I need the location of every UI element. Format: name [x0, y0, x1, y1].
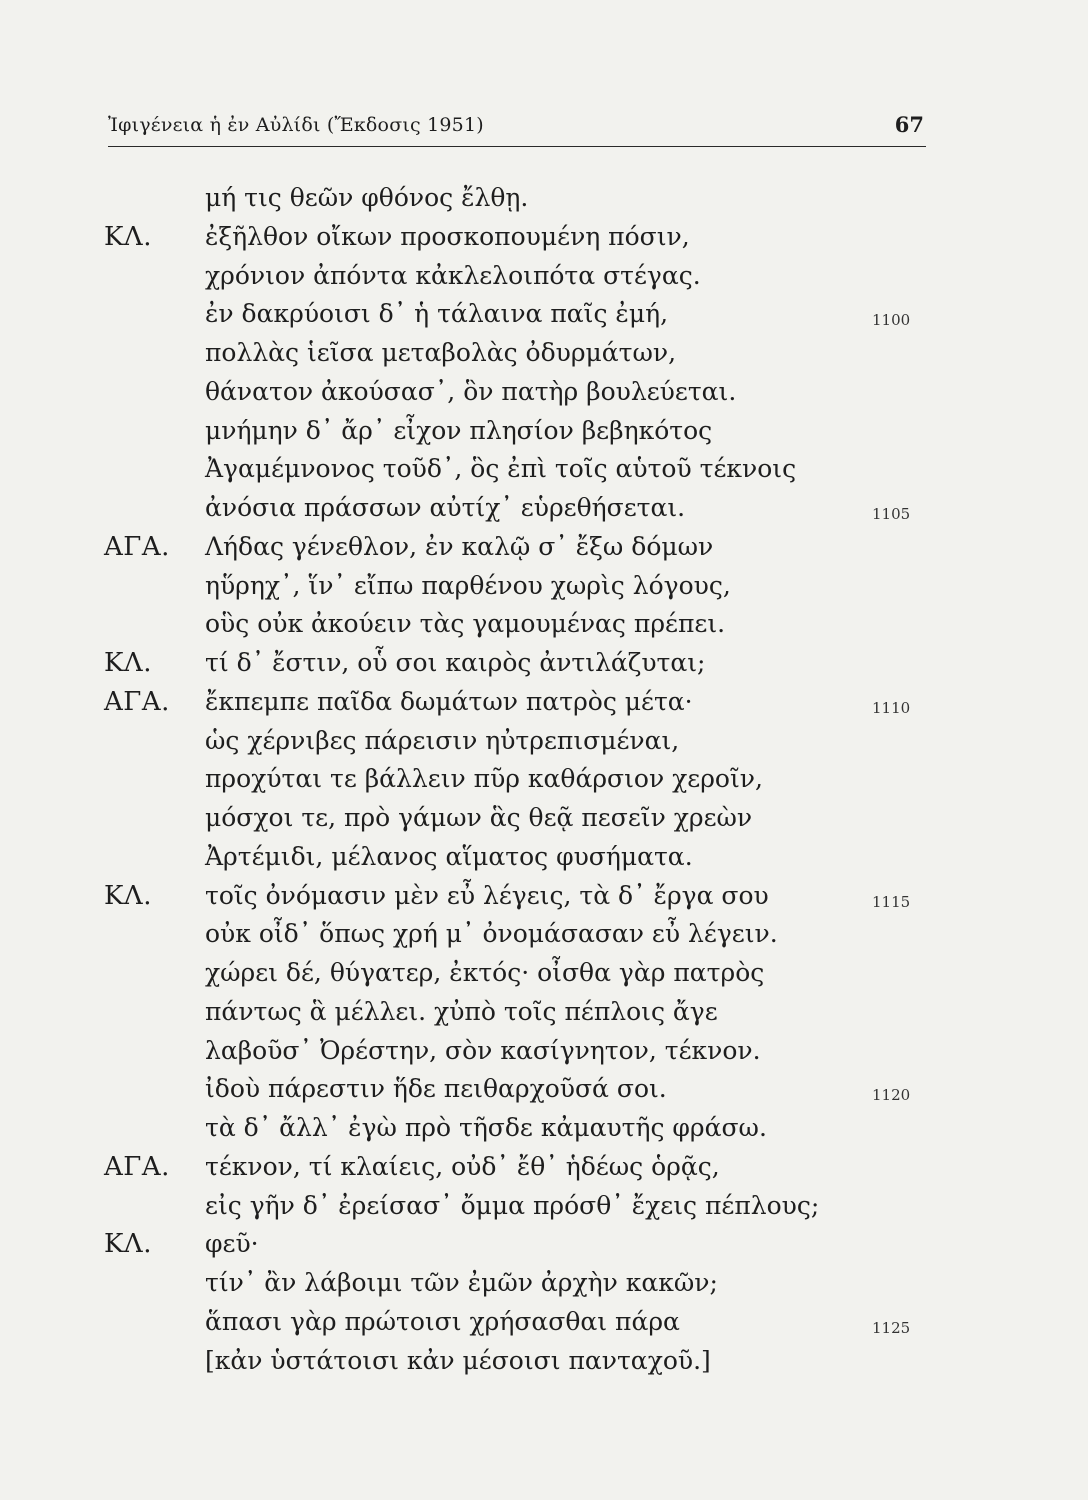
verse-line — [0, 1186, 1088, 1226]
verse-text-line: τί δ᾽ ἔστιν, οὗ σοι καιρὸς ἀντιλάζυται; — [205, 648, 706, 677]
running-title: Ἰφιγένεια ἡ ἐν Αὐλίδι (Ἔκδοσις 1951) — [108, 114, 484, 136]
line-number: 1125 — [872, 1318, 911, 1337]
speaker-label: ΑΓΑ. — [104, 531, 170, 562]
verse-text-line: Ἀγαμέμνονος τοῦδ᾽, ὃς ἐπὶ τοῖς αὑτοῦ τέκνοις — [205, 454, 797, 484]
speaker-label: ΚΛ. — [104, 648, 152, 678]
verse-line — [0, 527, 1088, 567]
verse-line — [0, 992, 1088, 1032]
verse-text-line: ἐν δακρύοισι δ᾽ ἡ τάλαινα παῖς ἐμή, — [205, 299, 669, 329]
verse-line — [0, 449, 1088, 489]
verse-text-line: ἅπασι γὰρ πρώτοισι χρήσασθαι πάρα — [205, 1306, 680, 1336]
verse-line — [0, 604, 1088, 644]
verse-line — [0, 1302, 1088, 1342]
verse-line — [0, 721, 1088, 761]
verse-text-line: ὡς χέρνιβες πάρεισιν ηὐτρεπισμέναι, — [205, 725, 680, 755]
verse-line — [0, 1263, 1088, 1303]
line-number: 1120 — [872, 1086, 911, 1105]
verse-text-line: ἐξῆλθον οἴκων προσκοπουμένη πόσιν, — [205, 221, 690, 251]
verse-line — [0, 256, 1088, 296]
verse-text-line: ηὕρηχ᾽, ἵν᾽ εἴπω παρθένου χωρὶς λόγους, — [205, 570, 731, 600]
line-number: 1115 — [872, 892, 911, 911]
verse-line — [0, 488, 1088, 528]
verse-line — [0, 178, 1088, 218]
speaker-label: ΚΛ. — [104, 1229, 152, 1260]
verse-text-line: τοῖς ὀνόμασιν μὲν εὖ λέγεις, τὰ δ᾽ ἔργα σου — [205, 880, 769, 910]
verse-text-line: ἰδοὺ πάρεστιν ἥδε πειθαρχοῦσά σοι. — [205, 1074, 667, 1104]
verse-text-line: τὰ δ᾽ ἄλλ᾽ ἐγὼ πρὸ τῆσδε κἀμαυτῆς φράσω. — [205, 1113, 767, 1142]
verse-text-line: ἔκπεμπε παῖδα δωμάτων πατρὸς μέτα· — [205, 686, 693, 716]
verse-line — [0, 1069, 1088, 1109]
verse-line — [0, 1031, 1088, 1071]
verse-line — [0, 1147, 1088, 1187]
verse-text-line: πολλὰς ἱεῖσα μεταβολὰς ὀδυρμάτων, — [205, 338, 677, 367]
verse-line — [0, 333, 1088, 373]
speaker-label: ΑΓΑ. — [104, 686, 170, 717]
verse-text-line: πάντως ἃ μέλλει. χὐπὸ τοῖς πέπλοις ἄγε — [205, 996, 718, 1026]
verse-text-line: [κἀν ὑστάτοισι κἀν μέσοισι πανταχοῦ.] — [205, 1345, 711, 1375]
verse-line — [0, 1341, 1088, 1381]
verse-text-line: μνήμην δ᾽ ἄρ᾽ εἶχον πλησίον βεβηκότος — [205, 415, 713, 445]
verse-line — [0, 953, 1088, 993]
verse-line — [0, 643, 1088, 683]
line-number: 1105 — [872, 505, 911, 523]
verse-line — [0, 682, 1088, 722]
verse-text-line: οὐκ οἶδ᾽ ὅπως χρή μ᾽ ὀνομάσασαν εὖ λέγειν. — [205, 919, 778, 949]
verse-text-line: χώρει δέ, θύγατερ, ἐκτός· οἶσθα γὰρ πατρὸς — [205, 958, 765, 987]
speaker-label: ΚΛ. — [104, 880, 152, 911]
verse-text-line: οὓς οὐκ ἀκούειν τὰς γαμουμένας πρέπει. — [205, 609, 726, 639]
verse-line — [0, 759, 1088, 799]
verse-line — [0, 294, 1088, 334]
verse-line — [0, 566, 1088, 606]
verse-text-line: Λήδας γένεθλον, ἐν καλῷ σ᾽ ἔξω δόμων — [205, 531, 714, 561]
verse-text-line: φεῦ· — [205, 1229, 259, 1259]
verse-text-line: τέκνον, τί κλαίεις, οὐδ᾽ ἔθ᾽ ἡδέως ὁρᾷς, — [205, 1151, 720, 1181]
verse-line — [0, 876, 1088, 916]
verse-line — [0, 217, 1088, 257]
verse-line — [0, 1224, 1088, 1264]
verse-text-line: λαβοῦσ᾽ Ὀρέστην, σὸν κασίγνητον, τέκνον. — [205, 1035, 761, 1065]
line-number: 1110 — [872, 698, 911, 717]
speaker-label: ΚΛ. — [104, 221, 152, 252]
verse-text-line: Ἀρτέμιδι, μέλανος αἵματος φυσήματα. — [205, 841, 693, 871]
line-number: 1100 — [872, 311, 911, 330]
verse-text-line: τίν᾽ ἂν λάβοιμι τῶν ἐμῶν ἀρχὴν κακῶν; — [205, 1268, 718, 1297]
verse-line — [0, 372, 1088, 412]
verse-text-line: προχύται τε βάλλειν πῦρ καθάρσιον χεροῖν, — [205, 764, 763, 794]
page-number: 67 — [894, 112, 924, 137]
verse-text-line: μόσχοι τε, πρὸ γάμων ἃς θεᾷ πεσεῖν χρεὼν — [205, 803, 753, 832]
verse-line — [0, 914, 1088, 954]
verse-line — [0, 798, 1088, 838]
verse-text-line: εἰς γῆν δ᾽ ἐρείσασ᾽ ὄμμα πρόσθ᾽ ἔχεις πέπλους; — [205, 1190, 820, 1220]
verse-line — [0, 1108, 1088, 1148]
verse-text-line: ἀνόσια πράσσων αὐτίχ᾽ εὑρεθήσεται. — [205, 493, 686, 522]
verse-line — [0, 837, 1088, 877]
speaker-label: ΑΓΑ. — [104, 1151, 170, 1182]
running-header — [108, 110, 926, 147]
verse-text-line: χρόνιον ἀπόντα κἀκλελοιπότα στέγας. — [205, 260, 701, 290]
verse-text-line: μή τις θεῶν φθόνος ἔλθῃ. — [205, 183, 529, 212]
verse-text-line: θάνατον ἀκούσασ᾽, ὃν πατὴρ βουλεύεται. — [205, 376, 737, 406]
verse-line — [0, 411, 1088, 451]
